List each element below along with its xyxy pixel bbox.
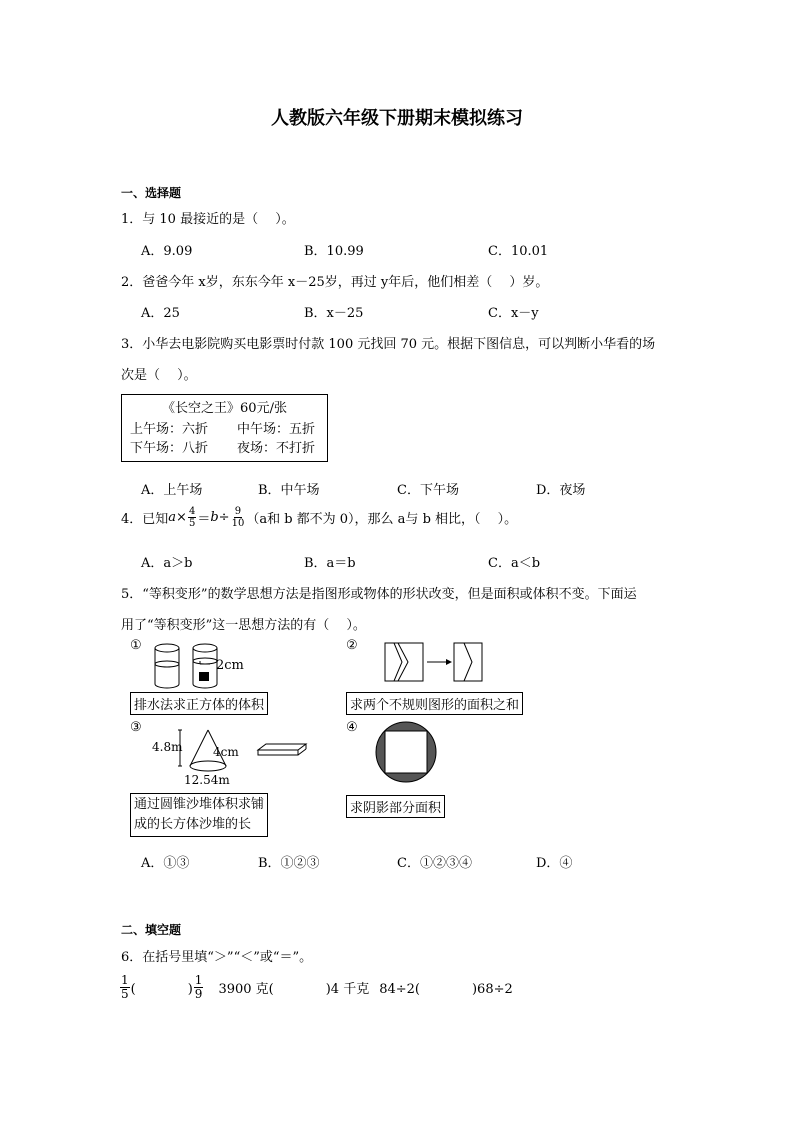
q6-fraction-1-9: [194, 974, 204, 1001]
ticket-price-title: 《长空之王》60元/张: [162, 401, 287, 416]
q4-equals: ＝: [197, 512, 211, 527]
question-3-line2: 次是（ ）。: [121, 368, 197, 383]
section-heading-fill: 二、填空题: [121, 923, 182, 937]
caption-3-line2: 成的长方体沙堆的长: [134, 817, 252, 832]
q5-option-c: C．①②③④: [397, 856, 472, 871]
label-4.8m: 4.8m: [152, 740, 183, 754]
q4-f2-denominator: 10: [231, 518, 245, 529]
q3-option-c: C．下午场: [397, 483, 459, 498]
price-afternoon: 下午场：八折: [130, 441, 209, 456]
q5-option-b: B．①②③: [258, 856, 320, 871]
question-1: 1．与 10 最接近的是（ ）。: [121, 212, 295, 227]
q5-option-d: D．④: [536, 856, 573, 871]
q4-f1-numerator: 4: [188, 506, 196, 517]
q6-fraction-1-5: [120, 974, 130, 1001]
question-3-line1: 3．小华去电影院购买电影票时付款 100 元找回 70 元。根据下图信息，可以判断小华看的场: [121, 337, 656, 352]
q4-fraction-4-5: [188, 506, 196, 529]
q4-f1-denominator: 5: [188, 518, 196, 529]
fig1-number: ①: [130, 638, 142, 653]
question-4: [121, 506, 517, 529]
q6-f1-denominator: 5: [121, 987, 129, 1001]
irregular-shapes-illustration: [384, 642, 484, 684]
q6-f2-numerator: 1: [194, 973, 203, 987]
q4-var-b: b: [210, 510, 219, 525]
q4-prefix: 4．已知: [121, 512, 169, 527]
q1-option-b: B．10.99: [304, 244, 364, 259]
q4-var-a: a: [168, 510, 177, 525]
price-morning: 上午场：六折: [130, 422, 209, 437]
q6-comparisons: [119, 974, 513, 1001]
q5-figure: [120, 638, 570, 838]
q4-option-a: A．a＞b: [141, 556, 193, 571]
q2-option-c: C．x－y: [488, 306, 539, 321]
label-4cm: 4cm: [213, 745, 239, 759]
q4-option-c: C．a＜b: [488, 556, 541, 571]
label-2cm: 2cm: [216, 658, 244, 673]
q4-divide: ÷: [218, 510, 230, 525]
question-5-line2: 用了“等积变形”这一思想方法的有（ ）。: [121, 618, 366, 633]
caption-3: [130, 793, 268, 837]
q6-item-3[interactable]: 84÷2( )68÷2: [379, 982, 513, 997]
q4-times: ×: [176, 510, 187, 525]
cone-and-box-illustration: [178, 726, 318, 776]
price-noon: 中午场：五折: [237, 422, 316, 437]
q5-option-a: A．①③: [141, 856, 190, 871]
q1-option-a: A．9.09: [141, 244, 193, 259]
question-2: 2．爸爸今年 x岁，东东今年 x－25岁，再过 y年后，他们相差（ ）岁。: [121, 275, 549, 290]
q1-option-c: C．10.01: [488, 244, 549, 259]
q4-suffix: （a和 b 都不为 0），那么 a与 b 相比，（ ）。: [246, 512, 518, 527]
ticket-price-box: [121, 394, 328, 462]
label-12.54m: 12.54m: [184, 773, 230, 787]
q6-f1-numerator: 1: [121, 973, 129, 987]
caption-3-line1: 通过圆锥沙堆体积求铺: [134, 797, 265, 812]
q3-option-b: B．中午场: [258, 483, 320, 498]
q6-f2-denominator: 9: [194, 987, 203, 1001]
fig4-number: ④: [346, 720, 358, 735]
fig2-number: ②: [346, 638, 358, 653]
q2-option-a: A．25: [141, 306, 180, 321]
q4-f2-numerator: 9: [234, 506, 242, 517]
water-cylinders-illustration: [152, 642, 222, 690]
q4-option-b: B．a＝b: [304, 556, 356, 571]
page-title: 人教版六年级下册期末模拟练习: [271, 108, 523, 129]
caption-1: 排水法求正方体的体积: [130, 692, 268, 715]
caption-4: 求阴影部分面积: [346, 795, 445, 818]
q4-fraction-9-10: [231, 506, 246, 529]
q6-blank-1[interactable]: ( ): [130, 982, 193, 997]
caption-2: 求两个不规则图形的面积之和: [346, 692, 523, 715]
section-heading-choice: 一、选择题: [121, 186, 182, 200]
q3-option-a: A．上午场: [141, 483, 203, 498]
fig3-number: ③: [130, 720, 142, 735]
price-night: 夜场：不打折: [237, 441, 316, 456]
q3-option-d: D．夜场: [536, 483, 586, 498]
q2-option-b: B．x－25: [304, 306, 364, 321]
question-6: 6．在括号里填“＞”“＜”或“＝”。: [121, 950, 313, 965]
question-5-line1: 5．“等积变形”的数学思想方法是指图形或物体的形状改变，但是面积或体积不变。下面运: [121, 587, 637, 602]
q6-item-2[interactable]: 3900 克( )4 千克: [218, 982, 370, 997]
circle-square-shaded-illustration: [374, 720, 438, 784]
